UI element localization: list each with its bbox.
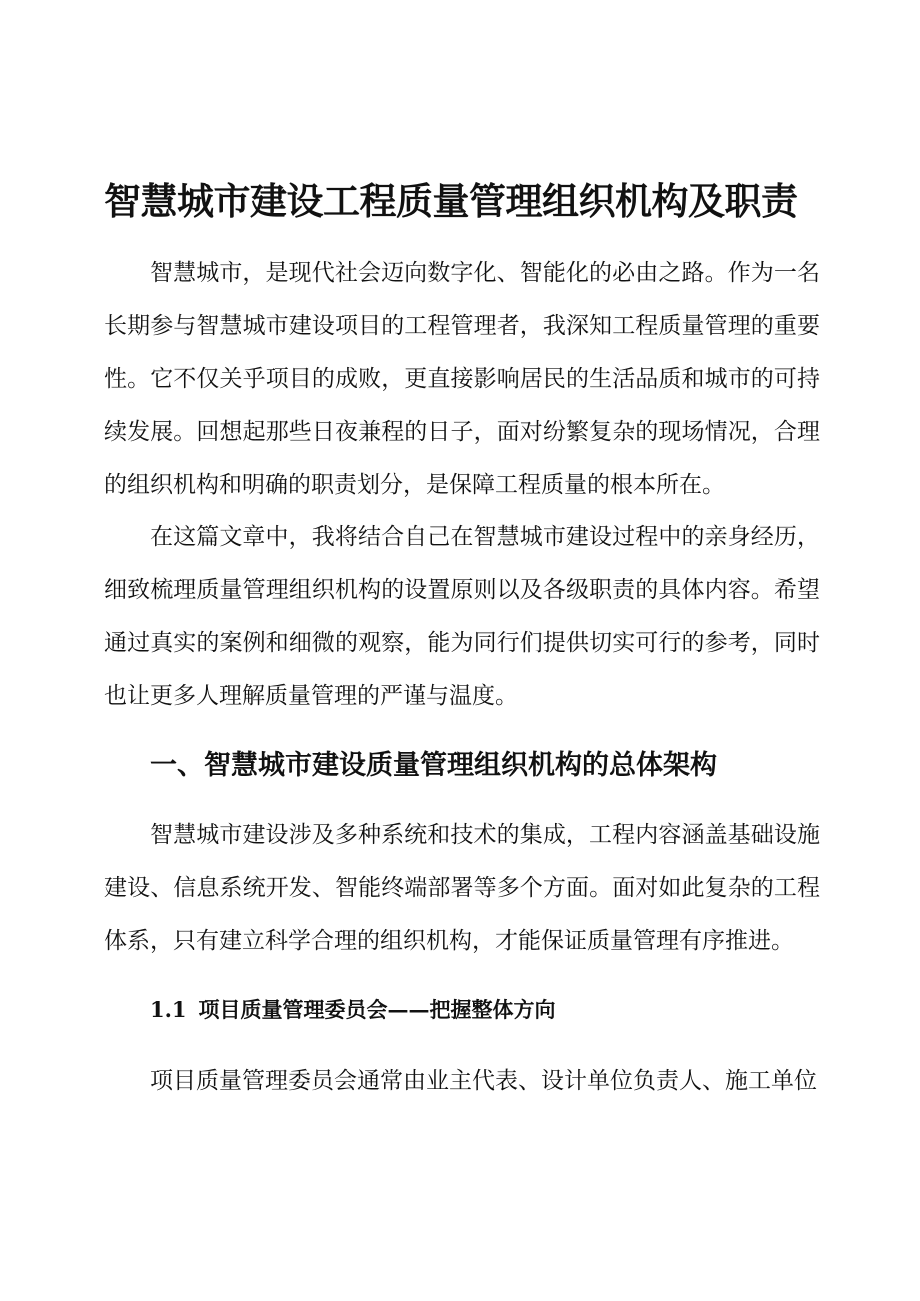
subsection-heading-1-1 (150, 985, 556, 1035)
subsection-title: 项目质量管理委员会——把握整体方向 (198, 997, 556, 1022)
subsection-1-1-paragraph: 项目质量管理委员会通常由业主代表、设计单位负责人、施工单位 (150, 1068, 817, 1094)
document-title: 智慧城市建设工程质量管理组织机构及职责 (104, 180, 798, 223)
section-1-paragraph: 智慧城市建设涉及多种系统和技术的集成，工程内容涵盖基础设施建设、信息系统开发、智能终端部署等多个方面。面对如此复杂的工程体系，只有建立科学合理的组织机构，才能保证质量管理有序推进。 (104, 822, 820, 954)
intro-paragraph-2: 在这篇文章中，我将结合自己在智慧城市建设过程中的亲身经历，细致梳理质量管理组织机构的设置原则以及各级职责的具体内容。希望通过真实的案例和细微的观察，能为同行们提供切实可行的参考，同时也让更多人理解质量管理的严谨与温度。 (104, 524, 820, 709)
intro-paragraph-1: 智慧城市，是现代社会迈向数字化、智能化的必由之路。作为一名长期参与智慧城市建设项目的工程管理者，我深知工程质量管理的重要性。它不仅关乎项目的成败，更直接影响居民的生活品质和城市的可持续发展。回想起那些日夜兼程的日子，面对纷繁复杂的现场情况，合理的组织机构和明确的职责划分，是保障工程质量的根本所在。 (104, 260, 820, 498)
section-heading-1: 一、智慧城市建设质量管理组织机构的总体架构 (150, 750, 717, 781)
subsection-number: 1.1 (150, 997, 187, 1022)
